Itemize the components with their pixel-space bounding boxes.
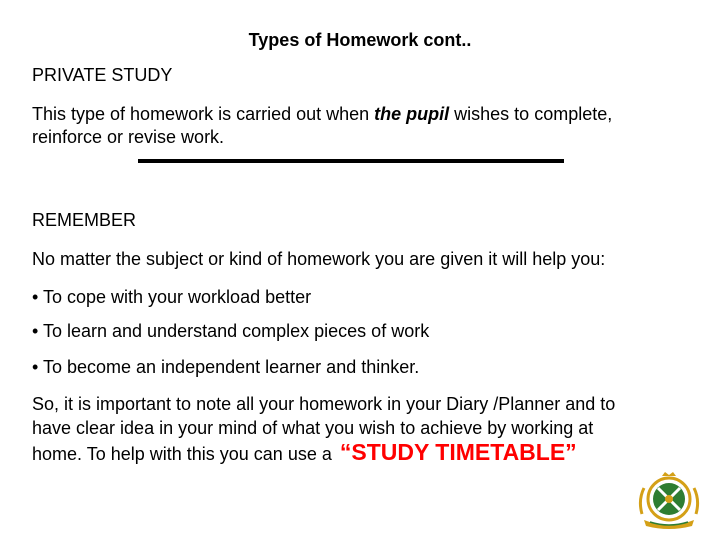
divider-rule xyxy=(138,159,564,163)
school-crest-icon xyxy=(636,470,702,532)
remember-intro: No matter the subject or kind of homework you are given it will help you: xyxy=(32,249,606,269)
list-item: • To cope with your workload better xyxy=(32,287,312,307)
private-study-paragraph xyxy=(32,103,612,149)
closing-line-3: home. To help with this you can use a xyxy=(32,444,332,464)
private-study-text-before: This type of homework is carried out when xyxy=(32,104,375,124)
closing-paragraph xyxy=(32,392,615,466)
list-item: • To learn and understand complex pieces of work xyxy=(32,321,430,341)
slide-title: Types of Homework cont.. xyxy=(248,30,472,50)
closing-line-2: have clear idea in your mind of what you wish to achieve by working at xyxy=(32,418,594,438)
list-item: • To become an independent learner and thinker. xyxy=(32,357,420,377)
study-timetable-highlight: “STUDY TIMETABLE” xyxy=(339,439,577,465)
private-study-line-2: reinforce or revise work. xyxy=(32,127,225,147)
private-study-heading: PRIVATE STUDY xyxy=(32,65,173,85)
private-study-emphasis: the pupil xyxy=(374,104,450,124)
remember-heading: REMEMBER xyxy=(32,210,137,230)
private-study-text-after: wishes to complete, xyxy=(449,104,613,124)
closing-line-1: So, it is important to note all your homework in your Diary /Planner and to xyxy=(32,394,616,414)
